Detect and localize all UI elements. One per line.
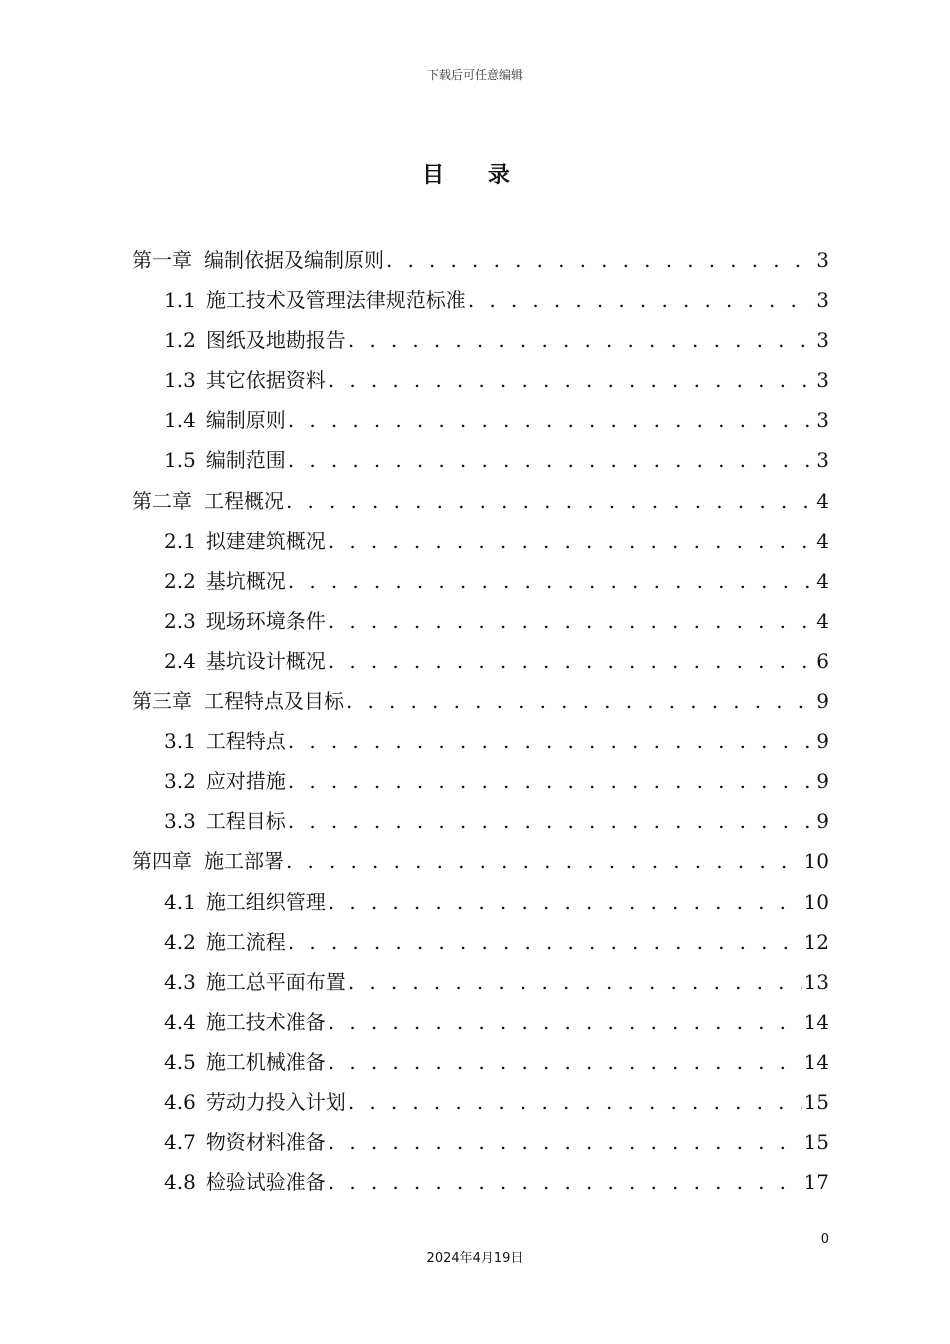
toc-entry-page: 3 [816, 408, 829, 433]
toc-entry-title: 编制原则 [205, 408, 286, 433]
toc-entry-number: 4.3 [164, 969, 196, 994]
toc-dot-leader [386, 248, 814, 272]
toc-dot-leader [288, 729, 814, 753]
toc-entry-number: 4.8 [164, 1170, 196, 1195]
toc-entry-page: 3 [816, 248, 829, 272]
toc-entry-title: 基坑设计概况 [205, 648, 326, 673]
toc-entry-number: 第一章 [132, 248, 192, 272]
toc-entry-number: 第三章 [132, 689, 192, 714]
toc-entry-page: 13 [803, 969, 829, 994]
toc-entry-number: 1.5 [164, 448, 196, 473]
toc-dot-leader [288, 408, 814, 432]
toc-entry-page: 10 [803, 889, 829, 914]
toc-entry-section[interactable] [132, 645, 829, 685]
toc-dot-leader [328, 1050, 802, 1074]
toc-entry-page: 14 [803, 1009, 829, 1034]
toc-dot-leader [286, 849, 802, 873]
toc-entry-page: 14 [803, 1049, 829, 1074]
toc-entry-section[interactable] [132, 805, 829, 845]
toc-entry-number: 4.6 [164, 1089, 196, 1114]
toc-dot-leader [328, 1130, 802, 1154]
toc-entry-page: 15 [803, 1130, 829, 1155]
toc-entry-chapter[interactable] [132, 685, 829, 725]
toc-entry-section[interactable] [132, 1166, 829, 1206]
toc-dot-leader [288, 809, 814, 833]
toc-entry-number: 1.3 [164, 368, 196, 393]
toc-entry-title: 图纸及地勘报告 [205, 328, 346, 353]
toc-dot-leader [288, 930, 802, 954]
toc-entry-title: 施工技术及管理法律规范标准 [205, 288, 466, 313]
toc-entry-page: 17 [803, 1170, 829, 1195]
toc-dot-leader [468, 288, 814, 312]
toc-dot-leader [288, 448, 814, 472]
toc-entry-title: 其它依据资料 [205, 368, 326, 393]
toc-entry-number: 4.5 [164, 1049, 196, 1074]
toc-entry-number: 3.3 [164, 809, 196, 834]
toc-entry-page: 3 [816, 288, 829, 313]
toc-dot-leader [328, 649, 814, 673]
toc-dot-leader [348, 1090, 802, 1114]
toc-entry-section[interactable] [132, 725, 829, 765]
toc-dot-leader [348, 328, 814, 352]
toc-entry-chapter[interactable] [132, 485, 829, 525]
toc-entry-page: 9 [816, 769, 829, 794]
toc-entry-number: 2.2 [164, 568, 196, 593]
toc-entry-number: 4.1 [164, 889, 196, 914]
toc-entry-page: 6 [816, 648, 829, 673]
toc-entry-page: 9 [816, 809, 829, 834]
toc-entry-section[interactable] [132, 605, 829, 645]
toc-entry-number: 4.7 [164, 1130, 196, 1155]
toc-entry-number: 1.1 [164, 288, 196, 313]
toc-entry-title: 检验试验准备 [205, 1170, 326, 1195]
toc-entry-title: 施工部署 [204, 849, 284, 874]
toc-entry-section[interactable] [132, 284, 829, 324]
toc-entry-title: 应对措施 [205, 769, 286, 794]
toc-entry-title: 劳动力投入计划 [205, 1089, 346, 1114]
toc-title: 目 录 [422, 163, 528, 188]
toc-dot-leader [328, 1010, 802, 1034]
toc-entry-number: 3.1 [164, 729, 196, 754]
toc-dot-leader [288, 569, 814, 593]
toc-entry-section[interactable] [132, 966, 829, 1006]
toc-entry-chapter[interactable] [132, 244, 829, 284]
toc-entry-number: 第二章 [132, 488, 192, 513]
toc-entry-section[interactable] [132, 1046, 829, 1086]
toc-entry-section[interactable] [132, 525, 829, 565]
toc-dot-leader [348, 970, 802, 994]
toc-entry-title: 工程目标 [205, 809, 286, 834]
toc-entry-number: 1.2 [164, 328, 196, 353]
toc-entry-number: 4.4 [164, 1009, 196, 1034]
toc-entry-section[interactable] [132, 1006, 829, 1046]
toc-entry-number: 3.2 [164, 769, 196, 794]
toc-dot-leader [286, 489, 814, 513]
toc-entry-number: 1.4 [164, 408, 196, 433]
toc-entry-title: 工程概况 [204, 488, 284, 513]
toc-entry-title: 施工技术准备 [205, 1009, 326, 1034]
toc-entry-page: 9 [816, 729, 829, 754]
footer-date: 2024年4月19日 [426, 1251, 524, 1266]
toc-entry-page: 15 [803, 1089, 829, 1114]
toc-entry-title: 施工机械准备 [205, 1049, 326, 1074]
toc-dot-leader [328, 529, 814, 553]
toc-entry-section[interactable] [132, 444, 829, 484]
toc-entry-section[interactable] [132, 324, 829, 364]
toc-dot-leader [328, 890, 802, 914]
toc-entry-section[interactable] [132, 1126, 829, 1166]
toc-entry-number: 4.2 [164, 929, 196, 954]
toc-entry-page: 4 [816, 568, 829, 593]
toc-entry-title: 施工流程 [205, 929, 286, 954]
toc-entry-title: 编制依据及编制原则 [204, 248, 384, 272]
toc-dot-leader [288, 769, 814, 793]
toc-entry-page: 3 [816, 328, 829, 353]
toc-entry-title: 编制范围 [205, 448, 286, 473]
toc-entry-page: 3 [816, 368, 829, 393]
toc-entry-section[interactable] [132, 886, 829, 926]
toc-entry-section[interactable] [132, 565, 829, 605]
toc-entry-section[interactable] [132, 765, 829, 805]
toc-entry-page: 9 [816, 689, 829, 714]
toc-dot-leader [328, 609, 814, 633]
toc-dot-leader [346, 689, 814, 713]
toc-entry-page: 4 [816, 488, 829, 513]
toc-entry-number: 2.3 [164, 608, 196, 633]
page-number: 0 [820, 1232, 829, 1247]
toc-entry-page: 10 [803, 849, 829, 874]
toc-entry-number: 第四章 [132, 849, 192, 874]
toc-entry-title: 基坑概况 [205, 568, 286, 593]
toc-entry-title: 工程特点及目标 [204, 689, 344, 714]
toc-entry-section[interactable] [132, 364, 829, 404]
toc-entry-page: 4 [816, 608, 829, 633]
toc-dot-leader [328, 1170, 802, 1194]
toc-entry-number: 2.1 [164, 528, 196, 553]
toc-entry-page: 12 [803, 929, 829, 954]
toc-entry-title: 拟建建筑概况 [205, 528, 326, 553]
header-note: 下载后可任意编辑 [426, 68, 523, 82]
toc-entry-title: 工程特点 [205, 729, 286, 754]
table-of-contents [132, 244, 829, 1206]
toc-entry-page: 3 [816, 448, 829, 473]
toc-entry-number: 2.4 [164, 648, 196, 673]
toc-entry-chapter[interactable] [132, 845, 829, 885]
toc-entry-page: 4 [816, 528, 829, 553]
toc-entry-title: 施工总平面布置 [205, 969, 346, 994]
toc-entry-title: 施工组织管理 [205, 889, 326, 914]
toc-entry-title: 物资材料准备 [205, 1130, 326, 1155]
toc-entry-section[interactable] [132, 404, 829, 444]
toc-entry-title: 现场环境条件 [205, 608, 326, 633]
toc-dot-leader [328, 368, 814, 392]
toc-entry-section[interactable] [132, 1086, 829, 1126]
toc-entry-section[interactable] [132, 926, 829, 966]
